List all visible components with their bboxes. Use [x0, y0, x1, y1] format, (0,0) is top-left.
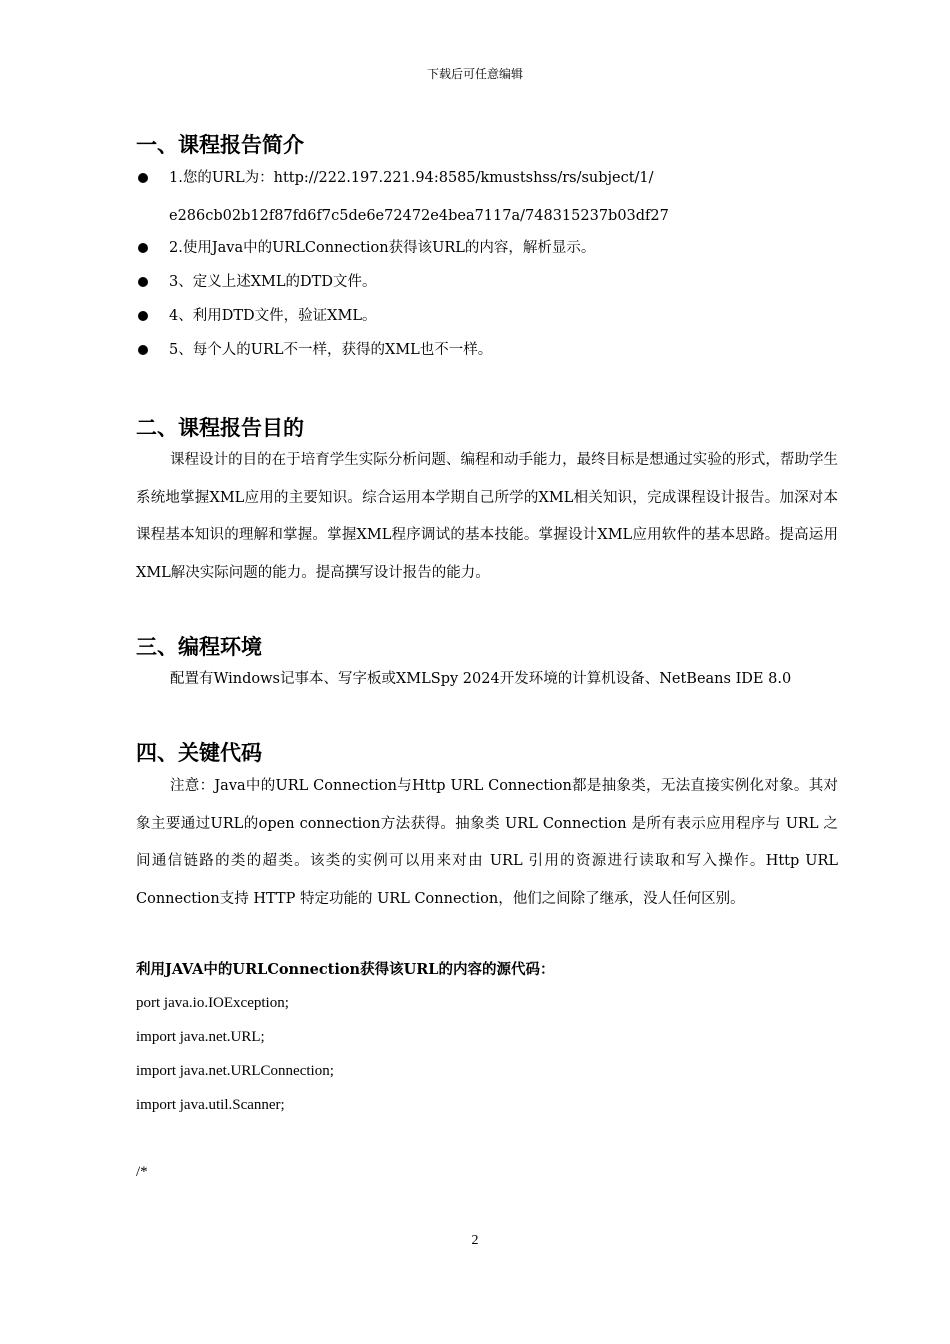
code-line: import java.net.URLConnection;: [136, 1063, 334, 1079]
section-title-purpose: 二、课程报告目的: [136, 415, 304, 440]
section-title-key-code: 四、关键代码: [136, 740, 262, 765]
bullet-icon: [138, 277, 148, 287]
bullet-icon: [138, 345, 148, 355]
bullet-icon: [138, 173, 148, 183]
bullet-icon: [138, 311, 148, 321]
page-header: 下载后可任意编辑: [426, 67, 523, 81]
code-line: /*: [136, 1164, 148, 1180]
bullet-icon: [138, 243, 148, 253]
code-line: import java.net.URL;: [136, 1029, 265, 1045]
list-item-text: 5、每个人的URL不一样，获得的XML也不一样。: [169, 342, 493, 358]
environment-paragraph: 配置有Windows记事本、写字板或XMLSpy 2024开发环境的计算机设备、NetBeans IDE 8.0: [170, 671, 792, 687]
code-line: import java.util.Scanner;: [136, 1097, 285, 1113]
list-item-text: 1.您的URL为：http://222.197.221.94:8585/kmustshss/rs/subject/1/: [169, 170, 654, 186]
list-item-text: 2.使用Java中的URLConnection获得该URL的内容，解析显示。: [169, 240, 596, 256]
list-item-text: 4、利用DTD文件，验证XML。: [169, 308, 377, 324]
section-title-environment: 三、编程环境: [136, 634, 262, 659]
section-title-intro: 一、课程报告简介: [136, 132, 304, 157]
code-line: port java.io.IOException;: [136, 995, 289, 1011]
page-number: 2: [471, 1233, 479, 1248]
list-item-text: 3、定义上述XML的DTD文件。: [169, 274, 377, 290]
list-item-text: e286cb02b12f87fd6f7c5de6e72472e4bea7117a/748315237b03df27: [169, 208, 669, 224]
source-code-heading: 利用JAVA中的URLConnection获得该URL的内容的源代码：: [136, 961, 555, 978]
key-code-paragraph: 注意：Java中的URL Connection与Http URL Connection都是抽象类，无法直接实例化对象。其对象主要通过URL的open connection方法获得。抽象类 URL Connection 是所有表示应用程序与 URL 之间通信链路的类的超类。该类的实例可以用来对由 URL 引用的资源进行读取和写入操作。Http URL Connection支持 HTTP 特定功能的 URL Connection，他们之间除了继承，没人任何区别。: [136, 778, 838, 907]
purpose-paragraph: 课程设计的目的在于培育学生实际分析问题、编程和动手能力，最终目标是想通过实验的形式，帮助学生系统地掌握XML应用的主要知识。综合运用本学期自己所学的XML相关知识，完成课程设计报告。加深对本课程基本知识的理解和掌握。掌握XML程序调试的基本技能。掌握设计XML应用软件的基本思路。提高运用XML解决实际问题的能力。提高撰写设计报告的能力。: [136, 452, 838, 581]
